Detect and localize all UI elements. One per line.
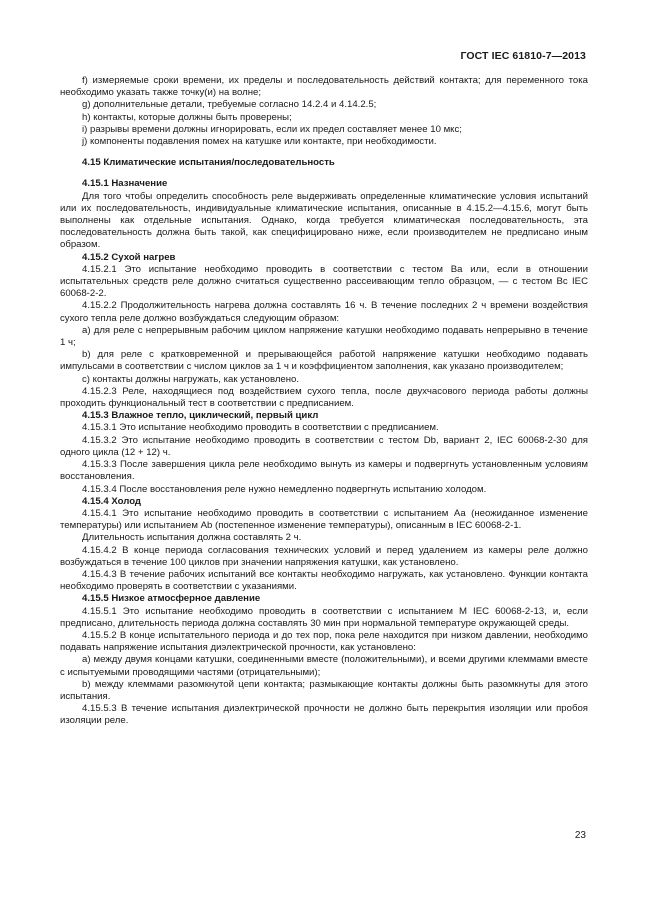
- section-heading: 4.15.2 Сухой нагрев: [82, 251, 176, 263]
- paragraph: а) между двумя концами катушки, соединенными вместе (положительными), и всеми другими клеммами вместе с испытуемыми проводящими частями (отрицательными);: [60, 654, 588, 678]
- paragraph: с) контакты должны нагружать, как установлено.: [82, 373, 300, 385]
- section-heading: 4.15.5 Низкое атмосферное давление: [82, 593, 261, 605]
- page-number: 23: [574, 830, 586, 841]
- section-heading: 4.15 Климатические испытания/последовательность: [82, 157, 335, 169]
- paragraph: j) компоненты подавления помех на катушке или контакте, при необходимости.: [82, 136, 437, 148]
- paragraph: 4.15.4.2 В конце периода согласования технических условий и перед удалением из камеры реле должно возбуждаться в течение 100 циклов при значении напряжения катушки, как установлено.: [60, 544, 588, 568]
- paragraph: 4.15.4.1 Это испытание необходимо проводить в соответствии с испытанием Аа (неожиданное изменение температуры) или испытанием Аb (постепенное изменение температуры), описанным в IEC 60068-2-1.: [60, 507, 588, 532]
- paragraph: Для того чтобы определить способность реле выдерживать определенные климатические условия испытаний или их последовательность, индивидуальные климатические испытания, описанные в 4.15.2—4.15.6, могут быть выполнены как отдельные испытания. Однако, когда требуется климатическая последовательность, эта последовательность должна быть такой, как специфицировано ниже, если производителем не предписано иным образом.: [60, 190, 588, 251]
- paragraph: 4.15.2.1 Это испытание необходимо проводить в соответствии с тестом Ва или, если в отношении испытательных средств реле должно считаться существенно рассеивающим тепло образцом, — с тестом Вс IEC 60068-2-2.: [60, 263, 588, 300]
- paragraph: 4.15.3.1 Это испытание необходимо проводить в соответствии с предписанием.: [82, 422, 439, 434]
- paragraph: 4.15.3.4 После восстановления реле нужно немедленно подвергнуть испытанию холодом.: [82, 483, 487, 495]
- paragraph: 4.15.2.2 Продолжительность нагрева должна составлять 16 ч. В течение последних 2 ч времени воздействия сухого тепла реле должно возбуждаться следующим образом:: [60, 300, 588, 324]
- paragraph: а) для реле с непрерывным рабочим циклом напряжение катушки необходимо подавать непрерывно в течение 1 ч;: [60, 324, 588, 349]
- paragraph: i) разрывы времени должны игнорировать, если их предел составляет менее 10 мкс;: [82, 123, 462, 135]
- paragraph: h) контакты, которые должны быть проверены;: [82, 111, 292, 123]
- paragraph: b) для реле с кратковременной и прерывающейся работой напряжение катушки необходимо подавать импульсами в соответствии с числом циклов за 1 ч и коэффициентом заполнения, как указано производителем;: [60, 349, 588, 373]
- section-heading: 4.15.3 Влажное тепло, циклический, первый цикл: [82, 410, 319, 422]
- section-heading: 4.15.4 Холод: [82, 495, 142, 507]
- section-heading: 4.15.1 Назначение: [82, 178, 168, 190]
- paragraph: b) между клеммами разомкнутой цепи контакта; размыкающие контакты должны быть разомкнуты для этого испытания.: [60, 678, 588, 702]
- paragraph: 4.15.5.2 В конце испытательного периода и до тех пор, пока реле находится при низком давлении, необходимо подавать напряжение испытания диэлектрической прочности, как установлено:: [60, 629, 588, 654]
- paragraph: f) измеряемые сроки времени, их пределы и последовательность действий контакта; для переменного тока необходимо указать также точку(и) на волне;: [60, 75, 588, 99]
- paragraph: g) дополнительные детали, требуемые согласно 14.2.4 и 4.14.2.5;: [82, 99, 377, 111]
- paragraph: 4.15.5.1 Это испытание необходимо проводить в соответствии с испытанием М IEC 60068-2-13, и, если предписано, длительность периода должна составлять 30 мин при нормальной температуре окружающей среды.: [60, 605, 588, 629]
- paragraph: 4.15.3.3 После завершения цикла реле необходимо вынуть из камеры и подвергнуть установленным условиям восстановления.: [60, 459, 588, 483]
- paragraph: Длительность испытания должна составлять 2 ч.: [82, 532, 302, 544]
- paragraph: 4.15.4.3 В течение рабочих испытаний все контакты необходимо нагружать, как установлено. Функции контакта необходимо проверять в соответствии с указаниями.: [60, 568, 588, 593]
- document-body: [60, 75, 588, 728]
- paragraph: 4.15.2.3 Реле, находящиеся под воздействием сухого тепла, после двухчасового периода работы должны проходить функциональный тест в соответствии с предписанием.: [60, 385, 588, 410]
- paragraph: 4.15.5.3 В течение испытания диэлектрической прочности не должно быть перекрытия изоляции или пробоя изоляции реле.: [60, 703, 588, 727]
- paragraph: 4.15.3.2 Это испытание необходимо проводить в соответствии с тестом Db, вариант 2, IEC 60068-2-30 для одного цикла (12 + 12) ч.: [60, 434, 588, 458]
- document-header: ГОСТ IEC 61810-7—2013: [460, 50, 586, 62]
